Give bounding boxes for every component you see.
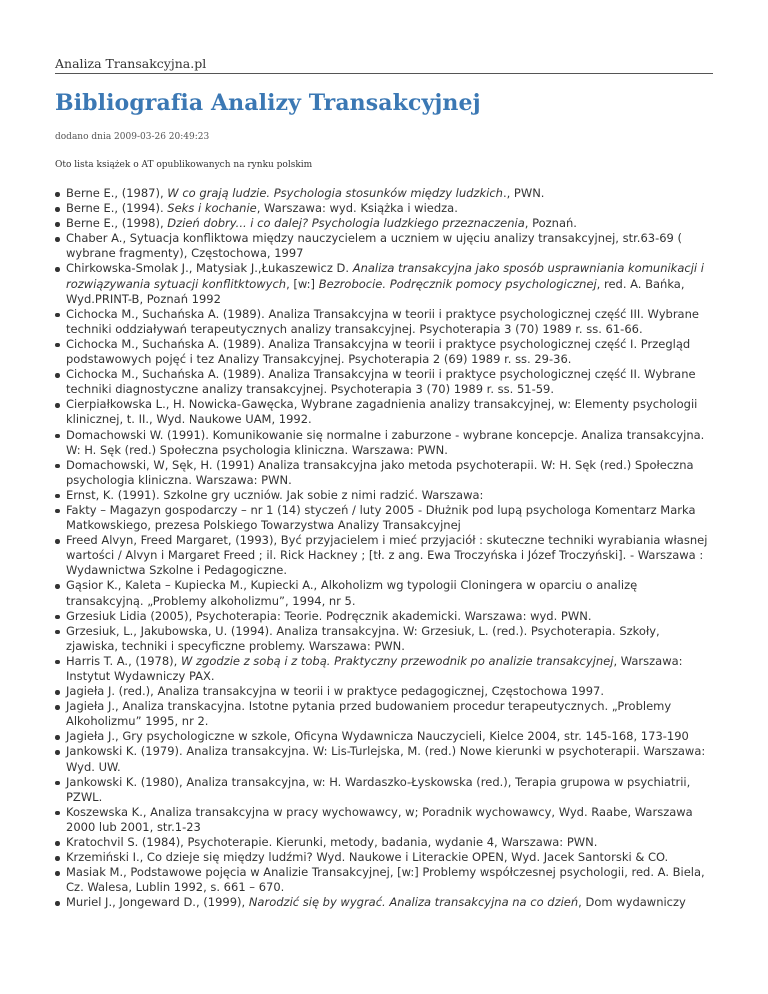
bibliography-item <box>66 865 713 895</box>
bibliography-item <box>66 367 713 397</box>
citation-text: , Warszawa: Instytut Wydawniczy PAX. <box>66 653 683 683</box>
citation-text: Fakty – Magazyn gospodarczy – nr 1 (14) styczeń / luty 2005 - Dłużnik pod lupą psychologa Komentarz Marka Matkowskiego, prezesa Polskiego Towarzystwa Analizy Transakcyjnej <box>66 502 696 533</box>
bibliography-item <box>66 428 713 458</box>
book-title: Narodzić się by wygrać. Analiza transakcyjna na co dzień <box>248 895 579 910</box>
citation-text: Jagieła J. (red.), Analiza transakcyjna w teorii i w praktyce pedagogicznej, Częstochowa 1997. <box>66 684 604 699</box>
bibliography-item <box>66 805 713 835</box>
citation-text: Jagieła J., Analiza transkacyjna. Istotne pytania przed budowaniem procedur terapeutycznych. „Problemy Alkoholizmu” 1995, nr 2. <box>66 699 672 729</box>
bibliography-item <box>66 397 713 427</box>
citation-text: , Poznań. <box>524 216 577 231</box>
bibliography-item <box>66 488 713 503</box>
citation-text: Grzesiuk Lidia (2005), Psychoterapia: Teorie. Podręcznik akademicki. Warszawa: wyd. PWN. <box>66 608 592 623</box>
bibliography-item <box>66 729 713 744</box>
bibliography-item <box>66 775 713 805</box>
bibliography-item <box>66 895 713 910</box>
bibliography-item <box>66 307 713 337</box>
bibliography-item <box>66 609 713 624</box>
bibliography-item <box>66 699 713 729</box>
bibliography-item <box>66 201 713 216</box>
citation-text: Chaber A., Sytuacja konfliktowa między nauczycielem a uczniem w ujęciu analizy transakcyjnej, str.63-69 ( wybrane fragmenty), Częstochowa, 1997 <box>66 231 683 261</box>
citation-text: Berne E., (1987), <box>66 186 168 200</box>
bibliography-item <box>66 624 713 654</box>
site-name-link[interactable]: Analiza Transakcyjna.pl <box>55 56 713 74</box>
bibliography-item <box>66 850 713 865</box>
citation-text: , red. A. Bańka, Wyd.PRINT-B, Poznań 1992 <box>66 276 685 306</box>
citation-text: Grzesiuk, L., Jakubowska, U. (1994). Analiza transakcyjna. W: Grzesiuk, L. (red.). Psychoterapia. Szkoły, zjawiska, techniki i specyficzne problemy. Warszawa: PWN. <box>66 623 660 653</box>
bibliography-item <box>66 216 713 231</box>
citation-text: Cichocka M., Suchańska A. (1989). Analiza Transakcyjna w teorii i praktyce psychologicznej część I. Przegląd podstawowych pojęć i tez Analizy Transakcyjnej. Psychoterapia 2 (69) 1989 r. ss. 29-36. <box>66 336 691 367</box>
citation-text: , [w:] <box>286 276 319 291</box>
citation-text: Domachowski W. (1991). Komunikowanie się normalne i zaburzone - wybrane koncepcje. Analiza transakcyjna. W: H. Sęk (red.) Społeczna psychologia kliniczna. Warszawa: PWN. <box>66 427 705 457</box>
citation-text: Berne E., (1998), <box>66 216 168 231</box>
bibliography-item <box>66 186 713 201</box>
book-title: Dzień dobry... i co dalej? Psychologia ludzkiego przeznaczenia <box>167 216 525 231</box>
citation-text: Cierpiałkowska L., H. Nowicka-Gawęcka, Wybrane zagadnienia analizy transakcyjnej, w: Elementy psychologii klinicznej, t. II., Wyd. Naukowe UAM, 1992. <box>66 397 698 427</box>
citation-text: Freed Alvyn, Freed Margaret, (1993), Być przyjacielem i mieć przyjaciół : skuteczne techniki wyrabiania własnej wartości / Alvyn i Margaret Freed ; il. Rick Hackney ; [tł. z ang. Ewa Troczyńska i Józef Troczyński]. - Warszawa : Wydawnictwa Szkolne i Pedagogiczne. <box>66 533 708 578</box>
citation-text: Jankowski K. (1980), Analiza transakcyjna, w: H. Wardaszko-Łyskowska (red.), Terapia grupowa w psychiatrii, PZWL. <box>66 774 691 804</box>
publish-date: dodano dnia 2009-03-26 20:49:23 <box>55 132 210 142</box>
page-container <box>55 0 713 911</box>
bibliography-item <box>66 261 713 306</box>
bibliography-item <box>66 654 713 684</box>
bibliography-item <box>66 835 713 850</box>
bibliography-list <box>55 186 713 911</box>
bibliography-item <box>66 503 713 533</box>
citation-text: Berne E., (1994). <box>66 201 168 216</box>
intro-text: Oto lista książek o AT opublikowanych na rynku polskim <box>55 160 313 170</box>
citation-text: Masiak M., Podstawowe pojęcia w Analizie Transakcyjnej, [w:] Problemy współczesnej psychologii, red. A. Biela, Cz. Walesa, Lublin 1992, s. 661 – 670. <box>66 865 705 895</box>
citation-text: Koszewska K., Analiza transakcyjna w pracy wychowawcy, w; Poradnik wychowawcy, Wyd. Raabe, Warszawa 2000 lub 2001, str.1-23 <box>66 804 693 834</box>
citation-text: Harris T. A., (1978), <box>66 653 181 668</box>
page-title: Bibliografia Analizy Transakcyjnej <box>55 90 481 116</box>
citation-text: Cichocka M., Suchańska A. (1989). Analiza Transakcyjna w teorii i praktyce psychologicznej część III. Wybrane techniki oddziaływań terapeutycznych analizy transakcyjnej. Psychoterapia 3 (70) 1989 r. ss. 61-66. <box>66 306 699 336</box>
citation-text: Ernst, K. (1991). Szkolne gry uczniów. Jak sobie z nimi radzić. Warszawa: <box>66 487 484 502</box>
book-title: W co grają ludzie. Psychologia stosunków między ludzkich <box>167 186 503 200</box>
bibliography-item <box>66 458 713 488</box>
book-title: Bezrobocie. Podręcznik pomocy psychologicznej <box>318 276 597 291</box>
bibliography-item <box>66 744 713 774</box>
citation-text: Chirkowska-Smolak J., Matysiak J.,Łukaszewicz D. <box>66 261 353 276</box>
bibliography-item <box>66 533 713 578</box>
citation-text: Muriel J., Jongeward D., (1999), <box>66 895 249 910</box>
bibliography-item <box>66 231 713 261</box>
citation-text: , Dom wydawniczy <box>578 895 686 910</box>
bibliography-item <box>66 684 713 699</box>
book-title: Analiza transakcyjna jako sposób usprawniania komunikacji i rozwiązywania sytuacji konflitktowych <box>66 261 704 291</box>
citation-text: ., PWN. <box>502 186 545 200</box>
citation-text: Gąsior K., Kaleta – Kupiecka M., Kupiecki A., Alkoholizm wg typologii Cloningera w oparciu o analizę transakcyjną. „Problemy alkoholizmu”, 1994, nr 5. <box>66 578 638 608</box>
citation-text: Kratochvil S. (1984), Psychoterapie. Kierunki, metody, badania, wydanie 4, Warszawa: PWN. <box>66 835 598 850</box>
bibliography-item <box>66 578 713 608</box>
citation-text: Cichocka M., Suchańska A. (1989). Analiza Transakcyjna w teorii i praktyce psychologicznej część II. Wybrane techniki diagnostyczne analizy transakcyjnej. Psychoterapia 3 (70) 1989 r. ss. 51-59. <box>66 367 696 397</box>
book-title: W zgodzie z sobą i z tobą. Praktyczny przewodnik po analizie transakcyjnej <box>180 653 614 668</box>
book-title: Seks i kochanie <box>167 201 257 216</box>
citation-text: Krzemiński I., Co dzieje się między ludźmi? Wyd. Naukowe i Literackie OPEN, Wyd. Jacek Santorski & CO. <box>66 850 669 865</box>
bibliography-item <box>66 337 713 367</box>
citation-text: Jankowski K. (1979). Analiza transakcyjna. W: Lis-Turlejska, M. (red.) Nowe kierunki w psychoterapii. Warszawa: Wyd. UW. <box>66 744 706 774</box>
citation-text: Jagieła J., Gry psychologiczne w szkole, Oficyna Wydawnicza Nauczycieli, Kielce 2004, str. 145-168, 173-190 <box>66 729 689 744</box>
citation-text: Domachowski, W, Sęk, H. (1991) Analiza transakcyjna jako metoda psychoterapii. W: H. Sęk (red.) Społeczna psychologia kliniczna. Warszawa: PWN. <box>66 457 694 487</box>
citation-text: , Warszawa: wyd. Książka i wiedza. <box>256 201 458 216</box>
